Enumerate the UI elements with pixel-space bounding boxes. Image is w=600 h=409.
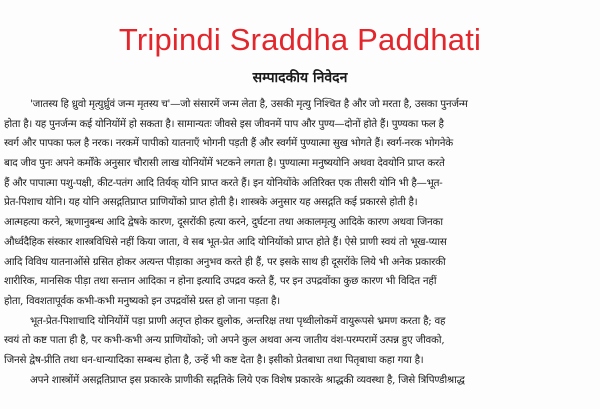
text-line: आत्महत्या करने, ऋणानुबन्ध आदि द्वेषके कारण, दूसरोंकी हत्या करने, दुर्घटना तथा अकालमृत्यु आदिके कारण अथवा जिनका (4, 216, 443, 229)
document-title: Tripindi Sraddha Paddhati (118, 22, 482, 57)
text-line: होता, विवशतापूर्वक कभी-कभी मनुष्यको इन उपद्रवोंसे ग्रस्त हो जाना पड़ता है। (4, 294, 280, 307)
text-line: और्ध्वदैहिक संस्कार शास्त्रविधिसे नहीं किया जाता, वे सब भूत-प्रेत आदि योनियोंको प्राप्त होते हैं। ऐसे प्राणी स्वयं तो भूख-प्यास (4, 235, 447, 248)
section-heading: सम्पादकीय निवेदन (252, 70, 348, 86)
text-line: शारीरिक, मानसिक पीड़ा तथा सन्तान आदिका न होना इत्यादि उपद्रव करते हैं, पर इन उपद्रवोंका कुछ कारण भी विदित नहीं (4, 275, 437, 288)
text-line: 'जातस्य हि ध्रुवो मृत्युर्ध्रुवं जन्म मृतस्य च'—जो संसारमें जन्म लेता है, उसकी मृत्यु निश्चित है और जो मरता है, उसका पुनर्जन्म (30, 98, 468, 110)
text-line: बाद जीव पुनः अपने कर्मोंके अनुसार चौरासी लाख योनियोंमें भटकने लगता है। पुण्यात्मा मनुष्ययोनि अथवा देवयोनि प्राप्त करते (4, 157, 445, 170)
text-line: स्वयं तो कष्ट पाता ही है, पर कभी-कभी अन्य प्राणियोंको; जो अपने कुल अथवा अन्य जातीय वंश-परम्परामें उत्पन्न हुए जीवको, (4, 334, 445, 347)
text-line: हैं और पापात्मा पशु-पक्षी, कीट-पतंग आदि तिर्यक् योनि प्राप्त करते हैं। इन योनियोंके अतिरिक्त एक तीसरी योनि भी है—भूत- (4, 176, 443, 189)
text-line: भूत-प्रेत-पिशाचादि योनियोंमें पड़ा प्राणी अतृप्त होकर द्युलोक, अन्तरिक्ष तथा पृथ्वीलोकमें वायुरूपसे भ्रमण करता है; वह (30, 314, 446, 327)
text-line: अपने शास्त्रोंमें असद्गतिप्राप्त इस प्रकारके प्राणीकी सद्गतिके लिये एक विशेष प्रकारके श्राद्धकी व्यवस्था है, जिसे त्रिपिण्डीश्राद्ध (30, 373, 465, 386)
body-text (4, 95, 596, 390)
text-line: प्रेत-पिशाच योनि। यह योनि असद्गतिप्राप्त प्राणियोंको प्राप्त होती है। शास्त्रके अनुसार यह असद्गति कई प्रकारसे होती है। (4, 196, 418, 209)
text-line: होता है। यह पुनर्जन्म कई योनियोंमें हो सकता है। सामान्यतः जीवसे इस जीवनमें पाप और पुण्य—दोनों होते हैं। पुण्यका फल है (4, 117, 444, 130)
text-line: आदि विविध यातनाओंसे ग्रसित होकर अत्यन्त पीड़ाका अनुभव करते ही हैं, पर इसके साथ ही दूसरोंके लिये भी अनेक प्रकारकी (4, 255, 446, 268)
text-line: जिनसे द्वेष-प्रीति तथा धन-धान्यादिका सम्बन्ध होता है, उन्हें भी कष्ट देता है। इसीको प्रेतबाधा तथा पितृबाधा कहा गया है। (4, 353, 424, 366)
text-line: स्वर्ग और पापका फल है नरक। नरकमें पापीको यातनाएँ भोगनी पड़ती हैं और स्वर्गमें पुण्यात्मा सुख भोगते हैं। स्वर्ग-नरक भोगनेके (4, 137, 453, 150)
